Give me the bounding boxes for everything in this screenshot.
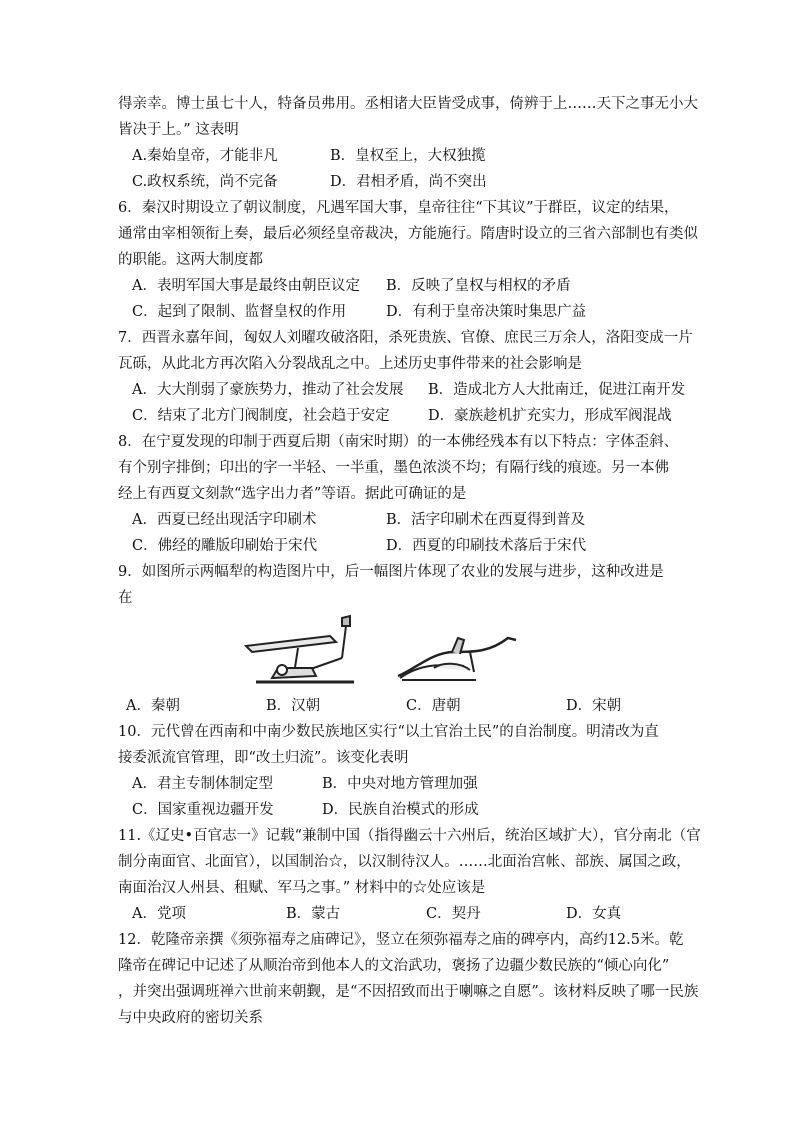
q10-option-a: A．君主专制体制定型 xyxy=(132,776,273,792)
q6-line-1: 6．秦汉时期设立了朝议制度，凡遇军国大事，皇帝往往“下其议”于群臣，议定的结果， xyxy=(118,200,679,216)
q8-line-3: 经上有西夏文刻款“选字出力者”等语。据此可确证的是 xyxy=(118,486,467,502)
plow-images xyxy=(238,612,528,690)
q10-line-1: 10．元代曾在西南和中南少数民族地区实行“以土官治土民”的自治制度。明清改为直 xyxy=(118,724,659,740)
q6-line-3: 的职能。这两大制度都 xyxy=(118,252,263,268)
q11-line-3: 南面治汉人州县、租赋、军马之事。” 材料中的☆处应该是 xyxy=(118,880,486,896)
curved-plow-icon xyxy=(398,638,516,680)
q8-line-2: 有个别字排倒；印出的字一半轻、一半重，墨色浓淡不均；有隔行线的痕迹。另一本佛 xyxy=(118,460,669,476)
q8-option-a: A．西夏已经出现活字印刷术 xyxy=(132,512,317,528)
q7-option-c: C．结束了北方门阀制度，社会趋于安定 xyxy=(132,408,390,424)
intro-line-1: 得亲幸。博士虽七十人，特备员弗用。丞相诸大臣皆受成事，倚辨于上……天下之事无小大 xyxy=(118,96,698,112)
q11-option-a: A．党项 xyxy=(132,906,186,922)
q7-option-a: A．大大削弱了豪族势力，推动了社会发展 xyxy=(132,382,404,398)
q11-line-1: 11.《辽史•百官志一》记载“兼制中国（指得幽云十六州后，统治区域扩大），官分南北（官 xyxy=(118,828,701,844)
q6-option-a: A．表明军国大事是最终由朝臣议定 xyxy=(132,278,360,294)
q11-option-c: C．契丹 xyxy=(426,906,481,922)
q6-option-d: D．有利于皇帝决策时集思广益 xyxy=(386,304,587,320)
intro-option-c: C.政权系统，尚不完备 xyxy=(132,174,278,190)
q12-line-3: ，并突出强调班禅六世前来朝觐，是“不因招致而出于喇嘛之自愿”。该材料反映了哪一民族 xyxy=(118,984,699,1000)
q7-line-2: 瓦砾，从此北方再次陷入分裂战乱之中。上述历史事件带来的社会影响是 xyxy=(118,356,582,372)
intro-option-d: D．君相矛盾，尚不突出 xyxy=(330,174,487,190)
q7-option-b: B．造成北方人大批南迁，促进江南开发 xyxy=(428,382,686,398)
q8-line-1: 8．在宁夏发现的印制于西夏后期（南宋时期）的一本佛经残本有以下特点：字体歪斜、 xyxy=(118,434,679,450)
q11-option-d: D．女真 xyxy=(566,906,622,922)
q10-option-b: B．中央对地方管理加强 xyxy=(322,776,478,792)
q7-option-d: D．豪族趁机扩充实力，形成军阀混战 xyxy=(428,408,672,424)
q12-line-1: 12．乾隆帝亲撰《须弥福寿之庙碑记》，竖立在须弥福寿之庙的碑亭内，高约12.5米。乾 xyxy=(118,932,684,948)
q12-line-2: 隆帝在碑记中记述了从顺治帝到他本人的文治武功，褒扬了边疆少数民族的“倾心向化” xyxy=(118,958,670,974)
q9-option-d: D．宋朝 xyxy=(566,698,622,714)
q11-line-2: 制分南面官、北面官），以国制治☆，以汉制待汉人。……北面治宫帐、部族、属国之政， xyxy=(118,854,691,870)
q11-option-b: B．蒙古 xyxy=(286,906,341,922)
old-plow-icon xyxy=(246,616,354,682)
q9-option-b: B．汉朝 xyxy=(266,698,321,714)
q6-option-c: C．起到了限制、监督皇权的作用 xyxy=(132,304,347,320)
q6-line-2: 通常由宰相领衔上奏，最后必须经皇帝裁决，方能施行。隋唐时设立的三省六部制也有类似 xyxy=(118,226,698,242)
q8-option-b: B．活字印刷术在西夏得到普及 xyxy=(386,512,586,528)
q9-option-a: A．秦朝 xyxy=(126,698,180,714)
q12-line-4: 与中央政府的密切关系 xyxy=(118,1010,263,1026)
intro-option-b: B．皇权至上，大权独揽 xyxy=(330,148,486,164)
intro-option-a: A.秦始皇帝，才能非凡 xyxy=(132,148,278,164)
q7-line-1: 7．西晋永嘉年间，匈奴人刘曜攻破洛阳，杀死贵族、官僚、庶民三万余人，洛阳变成一片 xyxy=(118,330,693,346)
q10-option-d: D．民族自治模式的形成 xyxy=(322,802,479,818)
q10-option-c: C．国家重视边疆开发 xyxy=(132,802,274,818)
q8-option-c: C．佛经的雕版印刷始于宋代 xyxy=(132,538,318,554)
intro-line-2: 皆决于上。” 这表明 xyxy=(118,122,239,138)
q8-option-d: D．西夏的印刷技术落后于宋代 xyxy=(386,538,587,554)
q10-line-2: 接委派流官管理，即“改土归流”。该变化表明 xyxy=(118,750,409,766)
q9-line-1: 9．如图所示两幅犁的构造图片中，后一幅图片体现了农业的发展与进步，这种改进是 xyxy=(118,564,664,580)
q9-line-2: 在 xyxy=(118,590,133,606)
q6-option-b: B．反映了皇权与相权的矛盾 xyxy=(386,278,571,294)
q9-option-c: C．唐朝 xyxy=(406,698,461,714)
plow-figure xyxy=(238,612,528,690)
